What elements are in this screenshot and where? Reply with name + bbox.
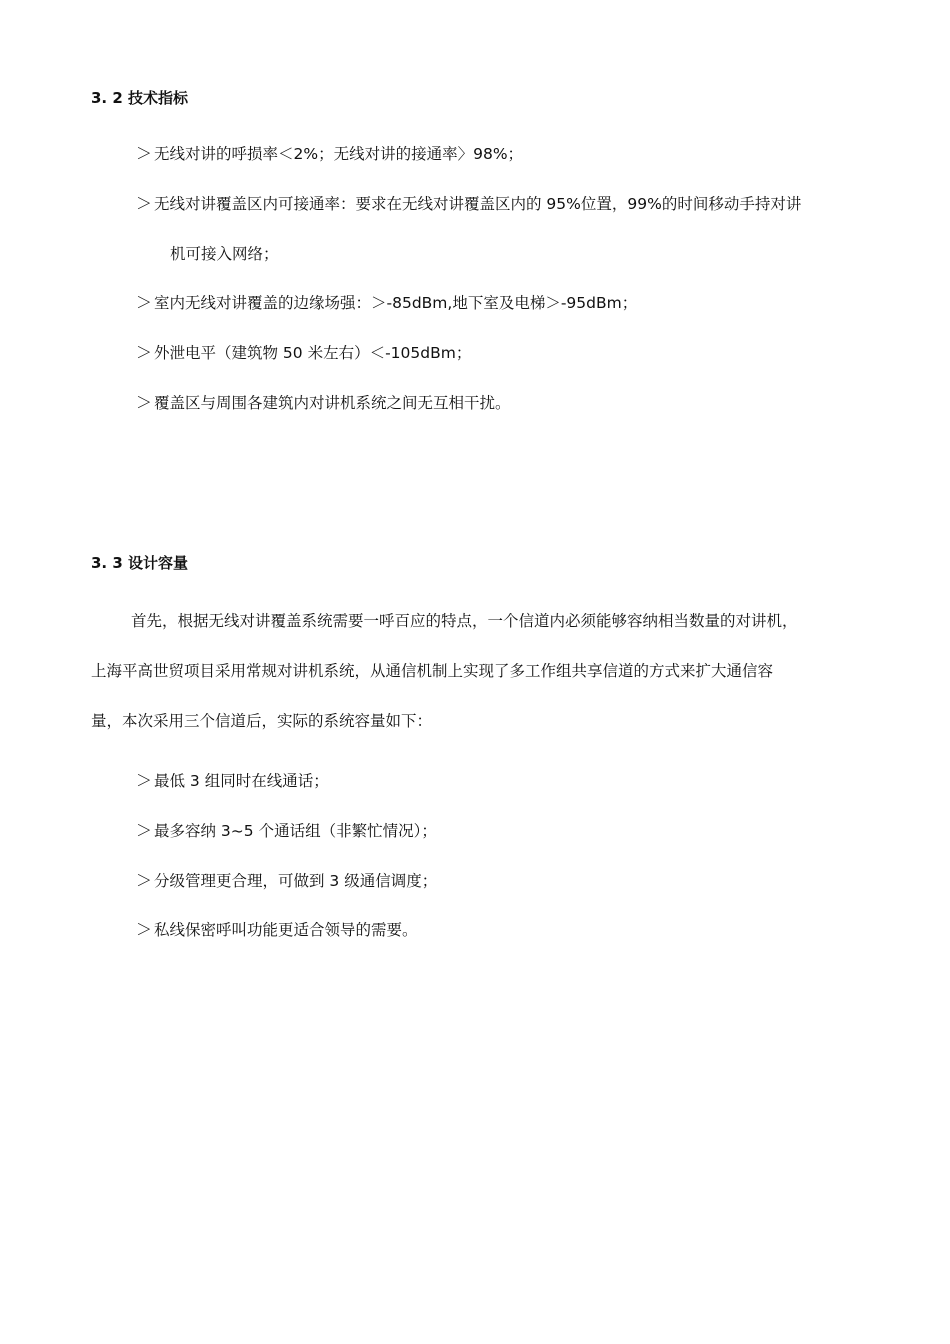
- bullet-mark: ＞: [136, 393, 153, 412]
- list-item: [136, 144, 523, 164]
- list-item: [136, 821, 437, 841]
- list-item: [136, 393, 511, 413]
- bullet-mark: ＞: [136, 293, 153, 312]
- list-item: [136, 771, 329, 791]
- list-item: [136, 920, 418, 940]
- list-item-text: 外泄电平（建筑物 50 米左右）＜-105dBm；: [154, 344, 472, 362]
- section-heading-3-3: 3. 3 设计容量: [91, 554, 189, 572]
- list-item: [136, 871, 437, 891]
- list-item-text: 室内无线对讲覆盖的边缘场强：＞-85dBm,地下室及电梯＞-95dBm；: [154, 294, 638, 312]
- bullet-mark: ＞: [136, 821, 153, 840]
- list-item-continuation: 机可接入网络；: [170, 245, 279, 263]
- bullet-mark: ＞: [136, 920, 153, 939]
- list-item-text: 无线对讲覆盖区内可接通率：要求在无线对讲覆盖区内的 95%位置，99%的时间移动手持对讲: [154, 195, 802, 213]
- list-item-text: 覆盖区与周围各建筑内对讲机系统之间无互相干扰。: [154, 394, 511, 412]
- list-item: [136, 343, 471, 363]
- paragraph-line: 量，本次采用三个信道后，实际的系统容量如下：: [91, 712, 433, 730]
- bullet-mark: ＞: [136, 871, 153, 890]
- list-item-text: 无线对讲的呼损率＜2%；无线对讲的接通率〉98%；: [154, 145, 524, 163]
- paragraph-line: 上海平高世贸项目采用常规对讲机系统，从通信机制上实现了多工作组共享信道的方式来扩大通信容: [91, 662, 774, 680]
- bullet-mark: ＞: [136, 144, 153, 163]
- bullet-mark: ＞: [136, 194, 153, 213]
- paragraph-line: 首先，根据无线对讲覆盖系统需要一呼百应的特点，一个信道内必须能够容纳相当数量的对讲机，: [131, 612, 798, 630]
- list-item: [136, 293, 637, 313]
- bullet-mark: ＞: [136, 343, 153, 362]
- list-item-text: 最低 3 组同时在线通话；: [154, 772, 329, 790]
- list-item-text: 分级管理更合理，可做到 3 级通信调度；: [154, 872, 438, 890]
- list-item-text: 私线保密呼叫功能更适合领导的需要。: [154, 921, 418, 939]
- list-item: [136, 194, 801, 214]
- list-item-text: 最多容纳 3~5 个通话组（非繁忙情况）；: [154, 822, 437, 840]
- section-heading-3-2: 3. 2 技术指标: [91, 89, 189, 107]
- bullet-mark: ＞: [136, 771, 153, 790]
